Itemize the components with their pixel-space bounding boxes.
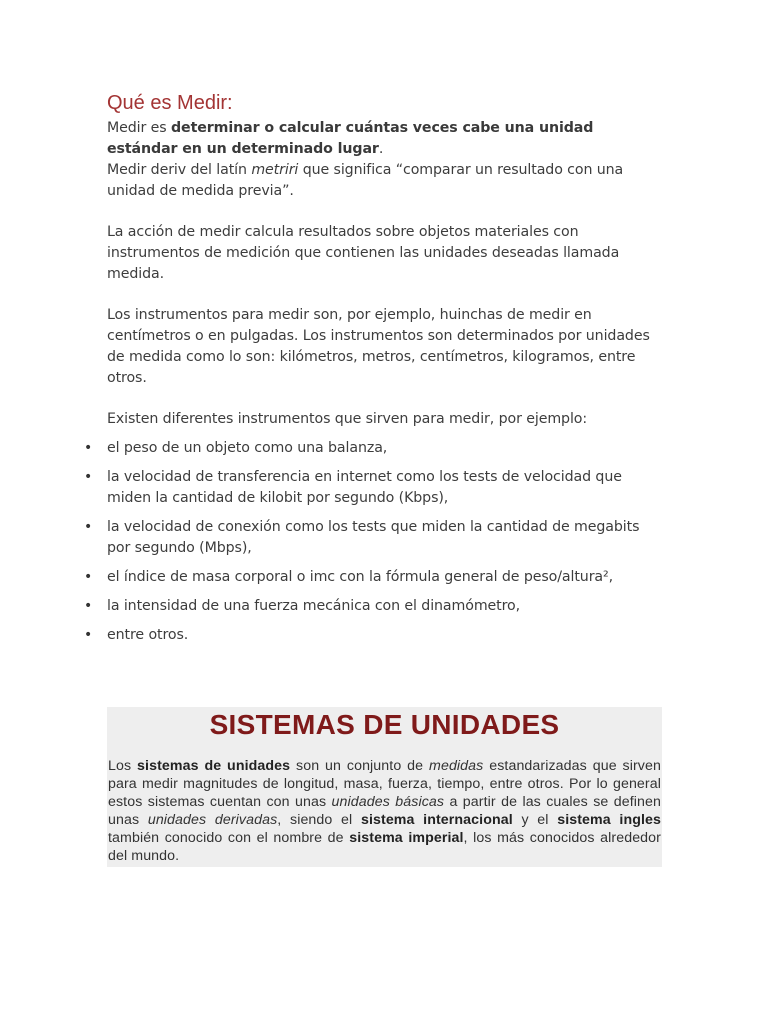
examples-intro-paragraph: Existen diferentes instrumentos que sirven para medir, por ejemplo: xyxy=(107,411,588,427)
text-run: también conocido con el nombre de xyxy=(108,830,350,846)
bold-term: sistema ingles xyxy=(557,812,662,828)
list-item xyxy=(84,517,667,559)
definition-end: . xyxy=(378,141,384,157)
list-item-text: el peso de un objeto como una balanza, xyxy=(107,440,388,456)
instruments-paragraph: Los instrumentos para medir son, por ejemplo, huinchas de medir en centímetros o en pulgadas. Los instrumentos son determinados por unidades de medida como lo son: kilómetros, metros, centímetros, kilogramos, entre otros. xyxy=(107,307,650,386)
list-item-text: la intensidad de una fuerza mecánica con el dinamómetro, xyxy=(107,598,521,614)
italic-term: unidades derivadas xyxy=(147,812,278,828)
spacer xyxy=(107,285,667,305)
italic-term: unidades básicas xyxy=(331,794,445,810)
bullet-icon: • xyxy=(84,598,93,614)
etymology-lead: Medir deriv del latín xyxy=(107,162,252,178)
text-run: estandarizadas que sirven para medir magnitudes de longitud, masa, fuerza, tiempo, entre otros. Por lo general estos sistemas cuentan con unas xyxy=(108,758,661,810)
text-run: , los más conocidos alrededor del mundo. xyxy=(108,830,661,864)
units-systems-box xyxy=(107,707,662,867)
list-item xyxy=(84,567,667,588)
document-body xyxy=(84,90,667,654)
spacer xyxy=(107,389,667,409)
list-item-text: la velocidad de conexión como los tests que miden la cantidad de megabits por segundo (Mbps), xyxy=(107,519,640,556)
list-item-text: el índice de masa corporal o imc con la fórmula general de peso/altura², xyxy=(107,569,614,585)
definition-paragraph xyxy=(107,118,667,160)
definition-lead: Medir es xyxy=(107,120,171,136)
list-item-text: la velocidad de transferencia en internet como los tests de velocidad que miden la cantidad de kilobit por segundo (Kbps), xyxy=(107,469,622,506)
definition-bold: determinar o calcular cuántas veces cabe una unidad estándar en un determinado lugar xyxy=(107,120,594,157)
etymology-latin-word: metriri xyxy=(251,162,299,178)
bold-term: sistema imperial xyxy=(349,830,464,846)
bullet-icon: • xyxy=(84,627,93,643)
etymology-rest: que significa “comparar un resultado con una unidad de medida previa”. xyxy=(107,162,624,199)
list-item xyxy=(84,596,667,617)
text-run: , siendo el xyxy=(277,812,361,828)
list-item-text: entre otros. xyxy=(107,627,189,643)
bullet-icon: • xyxy=(84,469,93,485)
list-item xyxy=(84,625,667,646)
bullet-icon: • xyxy=(84,519,93,535)
page-title: Qué es Medir: xyxy=(107,92,233,114)
units-systems-paragraph xyxy=(107,757,662,865)
text-run: y el xyxy=(512,812,558,828)
list-item xyxy=(84,467,667,509)
text-run: a partir de las cuales se definen unas xyxy=(108,794,662,828)
bold-term: sistemas de unidades xyxy=(137,758,291,774)
bold-term: sistema internacional xyxy=(360,812,513,828)
spacer xyxy=(107,202,667,222)
units-systems-title: SISTEMAS DE UNIDADES xyxy=(209,709,560,740)
bullet-icon: • xyxy=(84,569,93,585)
etymology-paragraph xyxy=(107,160,667,202)
bullet-icon: • xyxy=(84,440,93,456)
italic-term: medidas xyxy=(429,758,484,774)
list-item xyxy=(84,438,667,459)
measure-action-paragraph: La acción de medir calcula resultados sobre objetos materiales con instrumentos de medición que contienen las unidades deseadas llamada medida. xyxy=(107,224,620,282)
text-run: Los xyxy=(108,758,138,774)
examples-list xyxy=(84,438,667,646)
text-run: son un conjunto de xyxy=(290,758,430,774)
